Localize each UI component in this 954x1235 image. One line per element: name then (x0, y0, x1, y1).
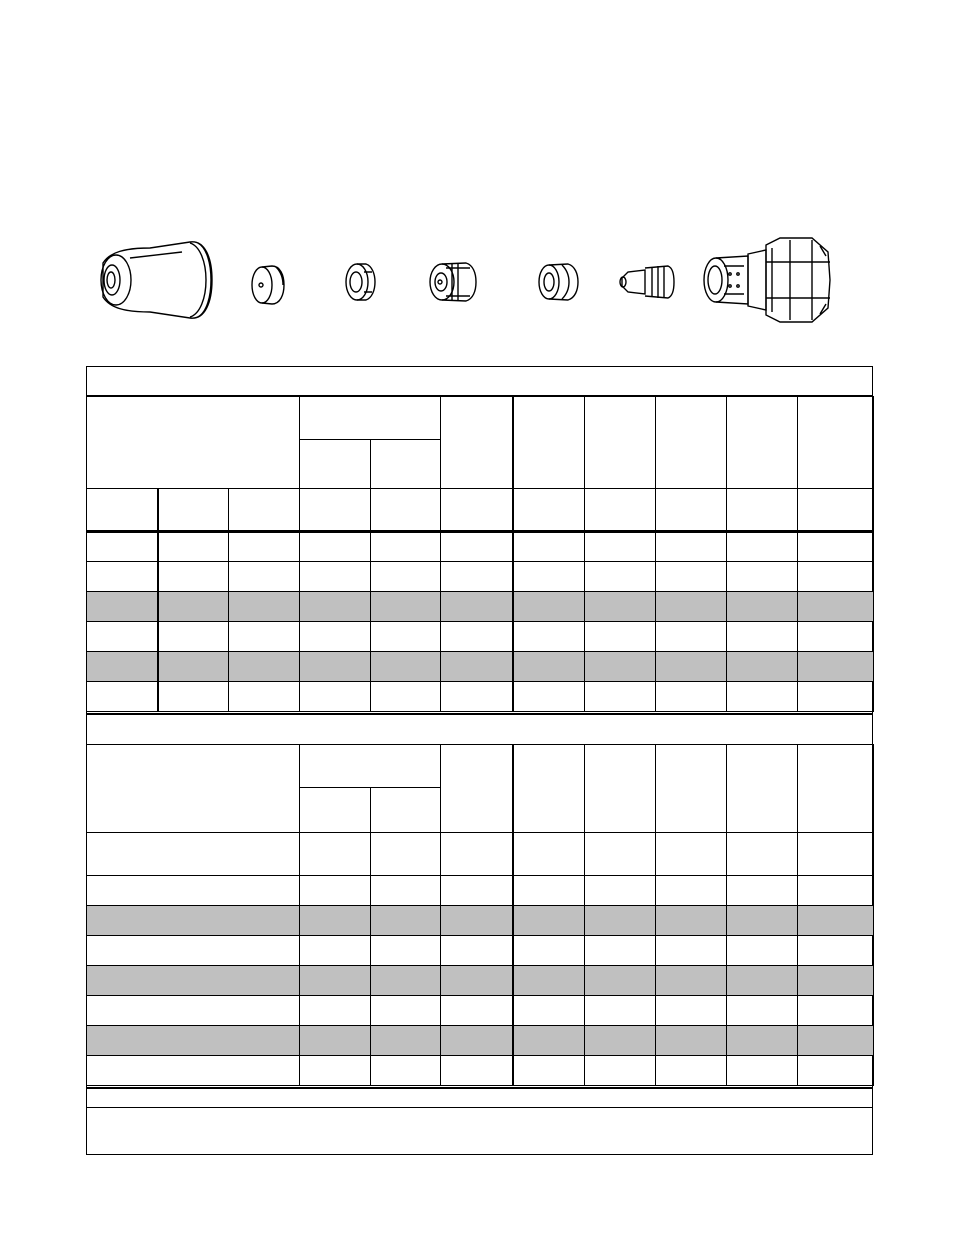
table2-title (86, 713, 873, 744)
table1-sub-a-header (300, 440, 371, 489)
table-cell (371, 1056, 441, 1086)
table-cell (585, 562, 656, 592)
table-cell (513, 592, 585, 622)
table1-col-header (513, 397, 585, 489)
table-cell (656, 1056, 727, 1086)
table-cell (798, 532, 874, 562)
table-cell (727, 592, 798, 622)
table-cell (727, 936, 798, 966)
table-cell (441, 682, 513, 712)
table-cell (87, 532, 158, 562)
table-cell (229, 592, 300, 622)
table-cell (656, 622, 727, 652)
table-cell (300, 906, 371, 936)
table-cell (87, 876, 300, 906)
table-cell (656, 996, 727, 1026)
swirl-ring-small-icon (346, 264, 375, 300)
table-cell (300, 652, 371, 682)
table2-group-header (87, 745, 300, 833)
table-cell (229, 682, 300, 712)
table-cell (300, 996, 371, 1026)
table-cell (798, 833, 874, 876)
table-cell (727, 562, 798, 592)
table-cell (371, 682, 441, 712)
table-cell (441, 936, 513, 966)
table2-sub-a-header (300, 788, 371, 833)
shield-cap-icon (101, 242, 212, 318)
table1-grid (86, 396, 874, 712)
table1-col-header (585, 397, 656, 489)
table1-col-header (727, 397, 798, 489)
table-cell (441, 1056, 513, 1086)
table2-col-header (656, 745, 727, 833)
table-cell (441, 652, 513, 682)
table-cell (727, 682, 798, 712)
table-cell (441, 996, 513, 1026)
table1-subheader-cell (798, 489, 874, 532)
table-cell (513, 1026, 585, 1056)
table-row (87, 996, 874, 1026)
table-cell (441, 876, 513, 906)
table1-subheader-cell (585, 489, 656, 532)
table-cell (87, 833, 300, 876)
table-cell (656, 833, 727, 876)
table1-subheader-cell (87, 489, 158, 532)
table-cell (158, 532, 229, 562)
table-cell (229, 532, 300, 562)
table-cell (727, 532, 798, 562)
table-row (87, 833, 874, 876)
table-cell (158, 592, 229, 622)
table-cell (300, 1026, 371, 1056)
table-cell (798, 936, 874, 966)
table-cell (158, 622, 229, 652)
table-cell (798, 966, 874, 996)
table-cell (585, 936, 656, 966)
table-row (87, 682, 874, 712)
table-cell (371, 996, 441, 1026)
table-cell (585, 532, 656, 562)
table-cell (441, 966, 513, 996)
table-cell (656, 936, 727, 966)
table-cell (798, 996, 874, 1026)
table-cell (371, 833, 441, 876)
table-cell (727, 966, 798, 996)
table-cell (656, 652, 727, 682)
table-cell (300, 592, 371, 622)
table-cell (371, 592, 441, 622)
table-row (87, 562, 874, 592)
table-cell (441, 833, 513, 876)
table-cell (656, 562, 727, 592)
table1-subheader-cell (371, 489, 441, 532)
table-row (87, 906, 874, 936)
table-cell (656, 966, 727, 996)
torch-head-icon (704, 238, 830, 322)
table-cell (513, 532, 585, 562)
table-cell (300, 833, 371, 876)
table2-col-c-header (441, 745, 513, 833)
table-cell (656, 592, 727, 622)
table-cell (87, 1026, 300, 1056)
table-cell (798, 682, 874, 712)
table-cell (513, 682, 585, 712)
table-row (87, 622, 874, 652)
table-cell (656, 532, 727, 562)
table-cell (513, 652, 585, 682)
table-cell (300, 532, 371, 562)
table1-subheader-cell (229, 489, 300, 532)
table-cell (513, 562, 585, 592)
table-cell (87, 1056, 300, 1086)
table-cell (656, 876, 727, 906)
table-cell (585, 1056, 656, 1086)
table-cell (513, 996, 585, 1026)
table-cell (798, 876, 874, 906)
table-cell (371, 562, 441, 592)
table-cell (87, 652, 158, 682)
table-cell (513, 1056, 585, 1086)
table-cell (229, 652, 300, 682)
table-cell (585, 622, 656, 652)
table-cell (87, 562, 158, 592)
table-cell (798, 1026, 874, 1056)
table2-col-header (798, 745, 874, 833)
table-cell (371, 906, 441, 936)
table1-body (87, 532, 874, 712)
table-cell (300, 562, 371, 592)
table-cell (798, 562, 874, 592)
table-footer (86, 1108, 873, 1154)
table-cell (371, 966, 441, 996)
consumable-parts-illustration (0, 0, 954, 360)
table-cell (798, 1056, 874, 1086)
table1-col-header (656, 397, 727, 489)
table-cell (300, 936, 371, 966)
table-cell (513, 936, 585, 966)
table-cell (727, 876, 798, 906)
table-cell (87, 682, 158, 712)
table2-col-header (727, 745, 798, 833)
table-cell (87, 966, 300, 996)
table-cell (656, 906, 727, 936)
table1-col-header (798, 397, 874, 489)
table1-subheader-cell (656, 489, 727, 532)
table-cell (585, 652, 656, 682)
table2-sub-b-header (371, 788, 441, 833)
table-row (87, 936, 874, 966)
table-cell (441, 562, 513, 592)
table-cell (87, 592, 158, 622)
table-cell (371, 532, 441, 562)
table1-subheader-cell (727, 489, 798, 532)
table-cell (585, 906, 656, 936)
table-cell (87, 906, 300, 936)
table1-col-c-header (441, 397, 513, 489)
table-row (87, 652, 874, 682)
table-cell (727, 1026, 798, 1056)
swirl-ring-icon (539, 264, 578, 300)
table-cell (441, 592, 513, 622)
table-cell (441, 532, 513, 562)
table-cell (371, 622, 441, 652)
table-cell (300, 682, 371, 712)
electrode-icon (620, 266, 674, 298)
table-cell (371, 1026, 441, 1056)
table-cell (441, 1026, 513, 1056)
table-cell (513, 966, 585, 996)
table-cell (300, 1056, 371, 1086)
table-cell (158, 562, 229, 592)
table-cell (585, 996, 656, 1026)
table-row (87, 1026, 874, 1056)
table-cell (585, 966, 656, 996)
table2-body (87, 833, 874, 1086)
table-row (87, 592, 874, 622)
table-cell (300, 876, 371, 906)
table1-subheader-cell (513, 489, 585, 532)
table-cell (727, 996, 798, 1026)
table-cell (513, 622, 585, 652)
table-cell (585, 592, 656, 622)
table-cell (727, 652, 798, 682)
table-cell (300, 622, 371, 652)
table-cell (585, 876, 656, 906)
table2-col-header (585, 745, 656, 833)
table-cell (727, 906, 798, 936)
table-cell (87, 936, 300, 966)
table2-grid (86, 744, 874, 1086)
table-cell (87, 996, 300, 1026)
table-note (86, 1087, 873, 1108)
table-row (87, 876, 874, 906)
table-cell (371, 652, 441, 682)
table-cell (727, 833, 798, 876)
table-cell (229, 562, 300, 592)
nozzle-retaining-cap-icon (252, 266, 284, 304)
table-row (87, 1056, 874, 1086)
table-cell (441, 622, 513, 652)
table-row (87, 532, 874, 562)
table-cell (727, 622, 798, 652)
table1-subheader-cell (158, 489, 229, 532)
table2-col-header (513, 745, 585, 833)
table-cell (229, 622, 300, 652)
table1-span-header (300, 397, 441, 440)
table-cell (585, 833, 656, 876)
table-cell (513, 876, 585, 906)
table-cell (656, 682, 727, 712)
table-cell (300, 966, 371, 996)
table1-sub-b-header (371, 440, 441, 489)
table1-title (86, 366, 873, 396)
table-cell (656, 1026, 727, 1056)
table-cell (513, 906, 585, 936)
table-cell (798, 652, 874, 682)
table2-span-header (300, 745, 441, 788)
table-cell (513, 833, 585, 876)
table-cell (585, 1026, 656, 1056)
table-cell (585, 682, 656, 712)
table-cell (158, 652, 229, 682)
nozzle-icon (430, 263, 476, 301)
table-cell (727, 1056, 798, 1086)
table-cell (371, 876, 441, 906)
table-cell (158, 682, 229, 712)
table-cell (798, 906, 874, 936)
table-cell (87, 622, 158, 652)
table1-subheader-cell (441, 489, 513, 532)
table1-group-header (87, 397, 300, 489)
table-cell (798, 622, 874, 652)
table-cell (798, 592, 874, 622)
table1-subheader-cell (300, 489, 371, 532)
table-cell (371, 936, 441, 966)
table-row (87, 966, 874, 996)
table-cell (441, 906, 513, 936)
